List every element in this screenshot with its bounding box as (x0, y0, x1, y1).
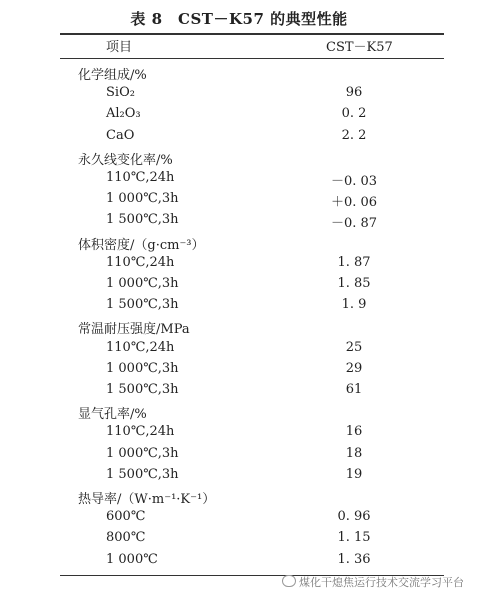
group-row (0, 149, 478, 171)
row-value: ＋0. 06 (330, 195, 378, 211)
row-label: 1 000℃ (106, 551, 158, 567)
column-header-value: CST－K57 (326, 40, 393, 55)
row-value: 1. 15 (337, 530, 371, 546)
row-value: 1. 85 (337, 276, 371, 291)
table-row (0, 552, 478, 574)
table-row (0, 446, 478, 468)
table-row (0, 170, 478, 192)
row-value: 0. 96 (337, 509, 371, 525)
row-label: 永久线变化率/% (78, 152, 173, 168)
row-label: 1 000℃,3h (106, 445, 179, 461)
table-row (0, 106, 478, 128)
column-header-item: 项目 (106, 40, 133, 55)
row-label: 1 000℃,3h (106, 360, 179, 376)
row-label: 110℃,24h (106, 170, 175, 185)
table-row (0, 85, 478, 107)
row-value: 0. 2 (341, 106, 367, 122)
row-label: 110℃,24h (106, 424, 175, 440)
table-row (0, 128, 478, 150)
watermark-text: 煤化干熄焦运行技术交流学习平台 (299, 576, 464, 589)
table-row (0, 530, 478, 552)
row-value: －0. 87 (330, 216, 378, 232)
table-row (0, 509, 478, 531)
table-row (0, 467, 478, 489)
row-value: 61 (345, 382, 363, 397)
row-label: 热导率/（W·m⁻¹·K⁻¹） (78, 492, 216, 507)
row-label: SiO₂ (106, 85, 135, 101)
row-value: 18 (345, 445, 363, 461)
row-label: CaO (106, 127, 135, 143)
table-row (0, 255, 478, 277)
table-row (0, 340, 478, 362)
row-label: 1 000℃,3h (106, 191, 179, 207)
header-rule (60, 58, 444, 59)
group-row (0, 318, 478, 340)
row-label: 1 500℃,3h (106, 297, 179, 313)
group-row (0, 234, 478, 256)
row-label: 600℃ (106, 509, 146, 525)
row-value: 1. 87 (337, 254, 371, 270)
row-value: 96 (345, 85, 363, 101)
row-value: －0. 03 (330, 174, 378, 189)
row-label: Al₂O₃ (106, 106, 141, 122)
row-label: 常温耐压强度/MPa (78, 322, 190, 338)
table-row (0, 297, 478, 319)
row-value: 1. 9 (341, 297, 367, 313)
table-row (0, 361, 478, 383)
row-label: 1 500℃,3h (106, 212, 179, 228)
table-row (0, 191, 478, 213)
row-value: 2. 2 (341, 127, 367, 143)
group-row (0, 403, 478, 425)
watermark (282, 574, 464, 590)
wechat-icon (282, 575, 296, 587)
row-label: 110℃,24h (106, 254, 175, 270)
table-row (0, 212, 478, 234)
row-label: 显气孔率/% (78, 407, 147, 423)
table-title: 表 8 CST－K57 的典型性能 (130, 10, 348, 28)
table-row (0, 382, 478, 404)
row-value: 16 (345, 424, 363, 440)
row-label: 1 500℃,3h (106, 466, 179, 482)
row-value: 25 (345, 339, 363, 355)
group-row (0, 64, 478, 86)
row-value: 29 (345, 360, 363, 376)
row-value: 1. 36 (337, 551, 371, 567)
table-row (0, 276, 478, 298)
row-label: 1 000℃,3h (106, 276, 179, 291)
row-label: 1 500℃,3h (106, 382, 179, 397)
row-label: 化学组成/% (78, 68, 147, 83)
row-label: 体积密度/（g·cm⁻³） (78, 237, 205, 253)
row-label: 800℃ (106, 530, 146, 546)
table-row (0, 424, 478, 446)
group-row (0, 488, 478, 510)
top-rule (60, 33, 444, 35)
row-label: 110℃,24h (106, 339, 175, 355)
row-value: 19 (345, 466, 363, 482)
